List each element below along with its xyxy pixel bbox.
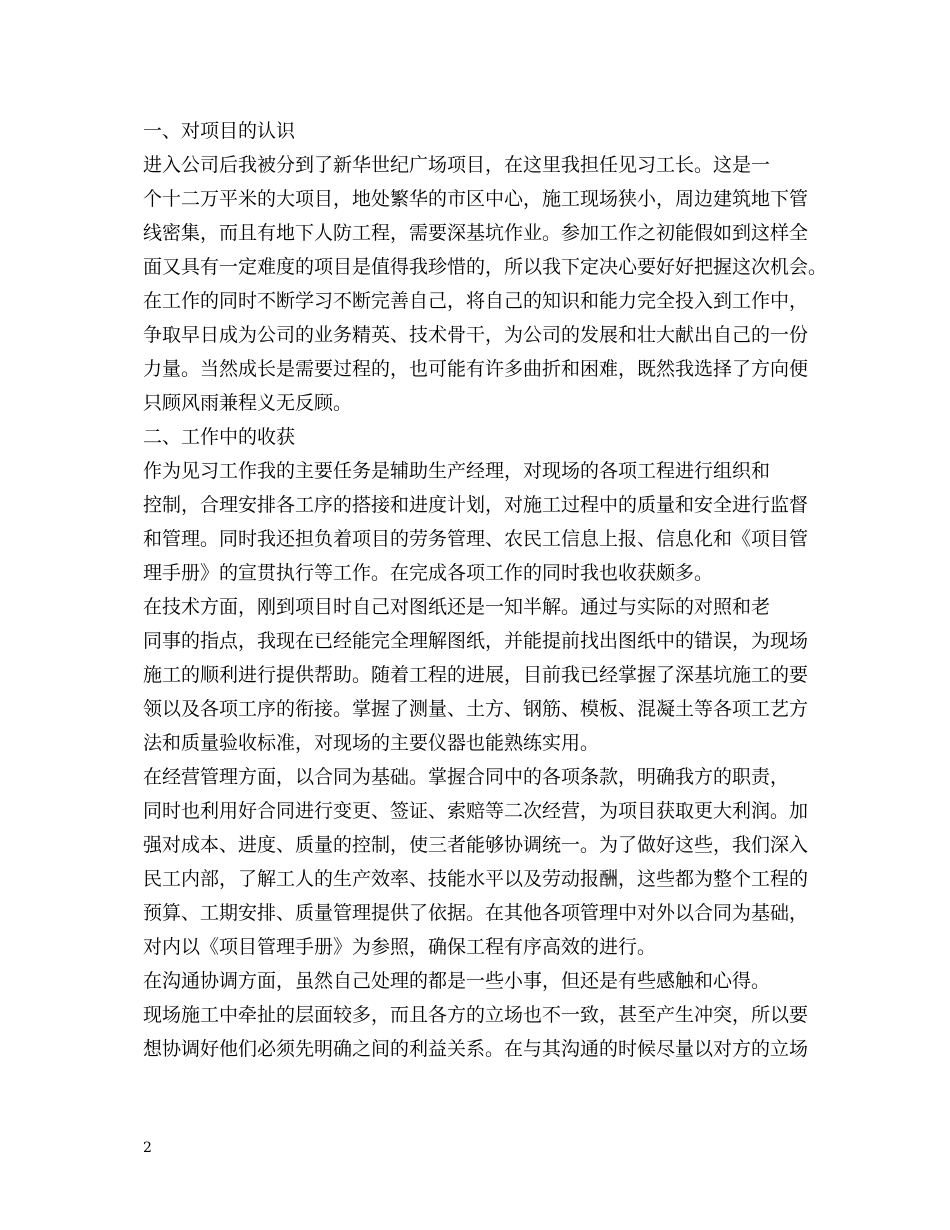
text-line: 强对成本、进度、质量的控制，使三者能够协调统一。为了做好这些，我们深入: [143, 834, 809, 856]
text-line: 同事的指点，我现在已经能完全理解图纸，并能提前找出图纸中的错误，为现场: [143, 630, 809, 652]
text-line: 线密集，而且有地下人防工程，需要深基坑作业。参加工作之初能假如到这样全: [143, 222, 809, 244]
text-line: 在经营管理方面，以合同为基础。掌握合同中的各项条款，明确我方的职责，: [143, 766, 790, 788]
text-line: 力量。当然成长是需要过程的，也可能有许多曲折和困难，既然我选择了方向便: [143, 358, 809, 380]
text-line: 只顾风雨兼程义无反顾。: [143, 392, 353, 414]
text-line: 对内以《项目管理手册》为参照，确保工程有序高效的进行。: [143, 936, 657, 958]
text-line: 作为见习工作我的主要任务是辅助生产经理，对现场的各项工程进行组织和: [143, 460, 771, 482]
text-line: 在技术方面，刚到项目时自己对图纸还是一知半解。通过与实际的对照和老: [143, 596, 771, 618]
page-number: 2: [143, 1140, 152, 1156]
text-line: 民工内部，了解工人的生产效率、技能水平以及劳动报酬，这些都为整个工程的: [143, 868, 809, 890]
text-line: 控制，合理安排各工序的搭接和进度计划，对施工过程中的质量和安全进行监督: [143, 494, 809, 516]
text-line: 面又具有一定难度的项目是值得我珍惜的，所以我下定决心要好好把握这次机会。: [143, 256, 828, 278]
text-line: 争取早日成为公司的业务精英、技术骨干，为公司的发展和壮大献出自己的一份: [143, 324, 809, 346]
text-line: 在沟通协调方面，虽然自己处理的都是一些小事，但还是有些感触和心得。: [143, 970, 771, 992]
text-line: 在工作的同时不断学习不断完善自己，将自己的知识和能力完全投入到工作中，: [143, 290, 809, 312]
text-line: 想协调好他们必须先明确之间的利益关系。在与其沟通的时候尽量以对方的立场: [143, 1038, 809, 1060]
text-line: 同时也利用好合同进行变更、签证、索赔等二次经营，为项目获取更大利润。加: [143, 800, 809, 822]
text-line: 进入公司后我被分到了新华世纪广场项目，在这里我担任见习工长。这是一: [143, 154, 771, 176]
text-line: 现场施工中牵扯的层面较多，而且各方的立场也不一致，甚至产生冲突，所以要: [143, 1004, 809, 1026]
text-line: 理手册》的宣贯执行等工作。在完成各项工作的同时我也收获颇多。: [143, 562, 714, 584]
text-line: 个十二万平米的大项目，地处繁华的市区中心，施工现场狭小，周边建筑地下管: [143, 188, 809, 210]
section-heading: 一、对项目的认识: [143, 120, 296, 142]
text-line: 法和质量验收标准，对现场的主要仪器也能熟练实用。: [143, 732, 600, 754]
text-line: 领以及各项工序的衔接。掌握了测量、土方、钢筋、模板、混凝土等各项工艺方: [143, 698, 809, 720]
text-line: 施工的顺利进行提供帮助。随着工程的进展，目前我已经掌握了深基坑施工的要: [143, 664, 809, 686]
section-heading: 二、工作中的收获: [143, 426, 296, 448]
text-line: 和管理。同时我还担负着项目的劳务管理、农民工信息上报、信息化和《项目管: [143, 528, 809, 550]
text-line: 预算、工期安排、质量管理提供了依据。在其他各项管理中对外以合同为基础，: [143, 902, 809, 924]
